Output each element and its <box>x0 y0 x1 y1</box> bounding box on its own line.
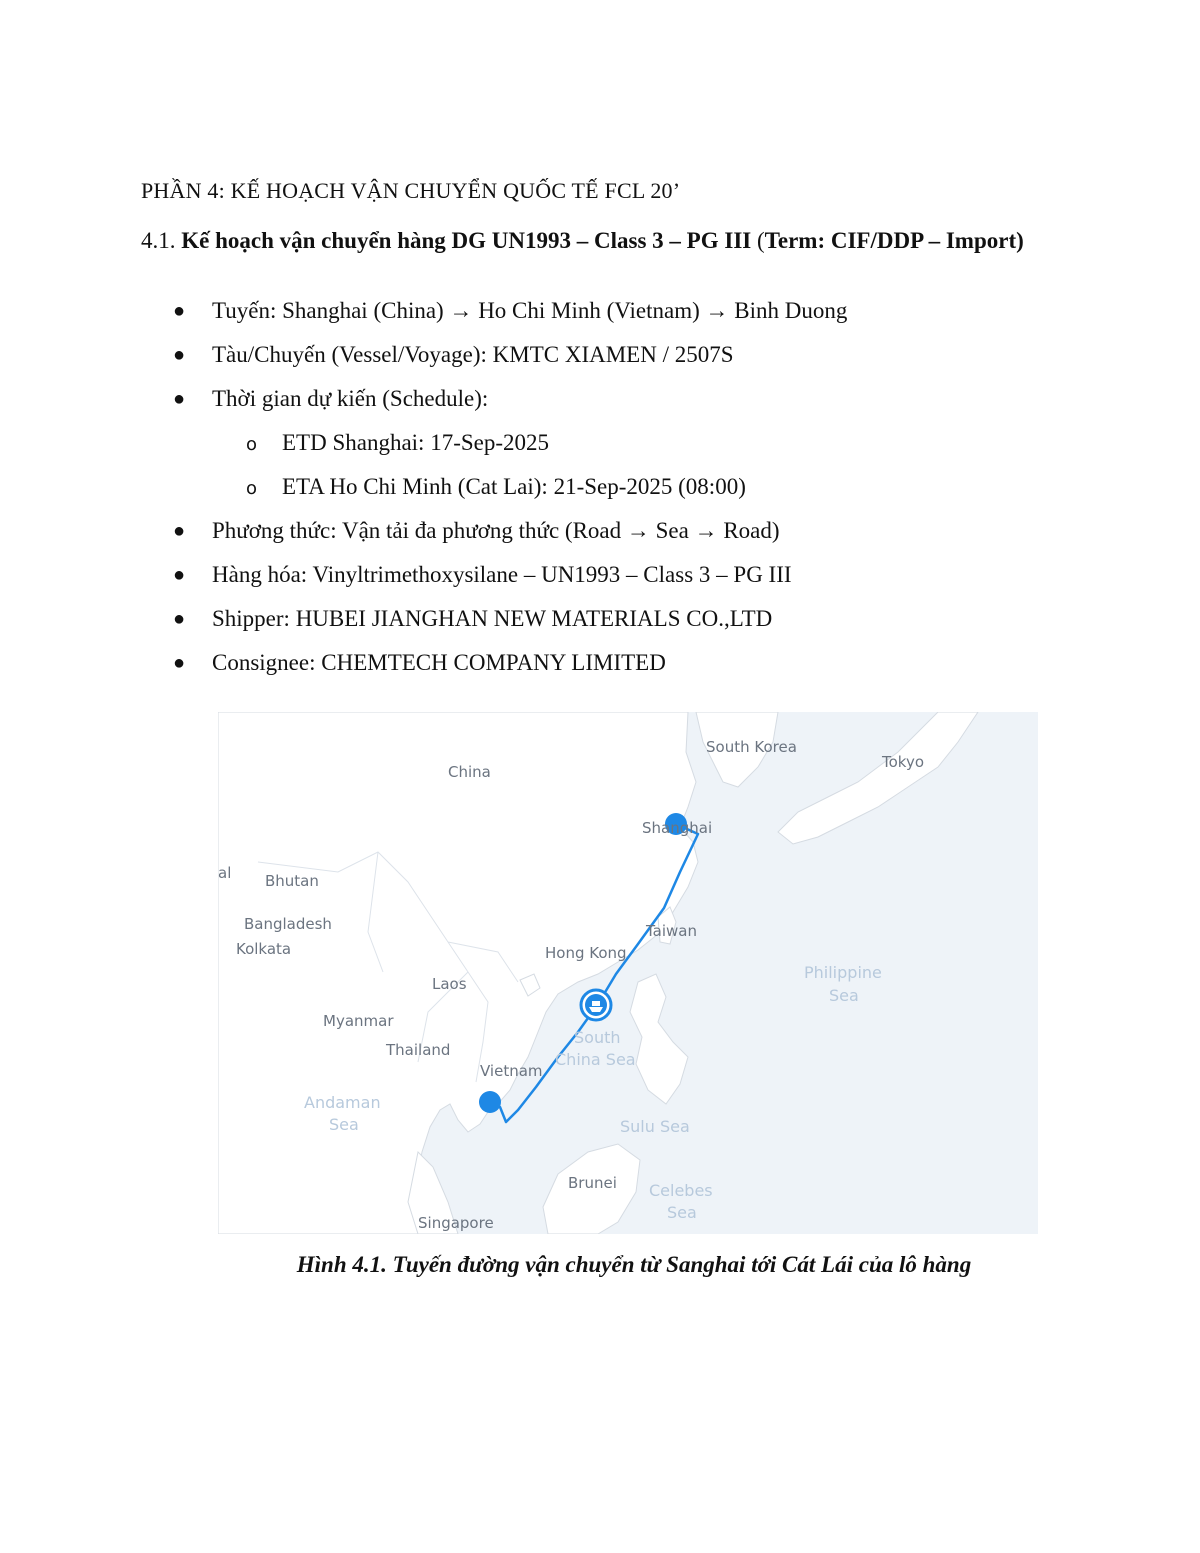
section-heading-bold: Kế hoạch vận chuyển hàng DG UN1993 – Class 3 – PG III <box>181 228 752 253</box>
list-item-shipper: ● Shipper: HUBEI JIANGHAN NEW MATERIALS CO.,LTD <box>0 604 1200 648</box>
bullet-icon: ● <box>173 652 186 674</box>
label-sulu-sea: Sulu Sea <box>620 1117 690 1136</box>
plan-list <box>0 296 1200 692</box>
destination-marker-catlai[interactable] <box>479 1091 501 1113</box>
label-south-china-sea-1: South <box>574 1028 621 1047</box>
bullet-icon: ● <box>173 344 186 366</box>
sublist-item-etd: o ETD Shanghai: 17-Sep-2025 <box>0 428 1200 472</box>
part-title: PHẦN 4: KẾ HOẠCH VẬN CHUYỂN QUỐC TẾ FCL 20’ <box>141 178 681 203</box>
sublist-item-eta: o ETA Ho Chi Minh (Cat Lai): 21-Sep-2025 (08:00) <box>0 472 1200 516</box>
label-myanmar: Myanmar <box>323 1012 394 1030</box>
label-philippine-sea-2: Sea <box>829 986 859 1005</box>
label-philippine-sea-1: Philippine <box>804 963 882 982</box>
label-andaman-sea-2: Sea <box>329 1115 359 1134</box>
figure-caption: Hình 4.1. Tuyến đường vận chuyển từ Sanghai tới Cát Lái của lô hàng <box>296 1252 972 1277</box>
bullet-icon: ● <box>173 388 186 410</box>
label-kolkata: Kolkata <box>236 940 292 958</box>
label-shanghai: Shanghai <box>642 819 713 837</box>
circle-bullet-icon: o <box>246 478 258 499</box>
label-taiwan: Taiwan <box>646 922 698 940</box>
label-nepal-partial: al <box>218 864 232 882</box>
label-laos: Laos <box>432 975 467 993</box>
label-south-korea: South Korea <box>706 738 797 756</box>
label-celebes-sea-1: Celebes <box>649 1181 713 1200</box>
section-heading-paren: ( <box>751 228 765 253</box>
section-heading-term: Term: CIF/DDP – Import) <box>764 228 1024 253</box>
circle-bullet-icon: o <box>246 434 258 455</box>
list-item-vessel: ● Tàu/Chuyến (Vessel/Voyage): KMTC XIAMEN / 2507S <box>0 340 1200 384</box>
vessel-marker[interactable] <box>581 990 611 1020</box>
list-item-mode: ● Phương thức: Vận tải đa phương thức (Road → Sea → Road) <box>0 516 1200 560</box>
label-bangladesh: Bangladesh <box>244 915 332 933</box>
schedule-sublist <box>212 428 1200 516</box>
list-item-route: ● Tuyến: Shanghai (China) → Ho Chi Minh (Vietnam) → Binh Duong <box>0 296 1200 340</box>
list-item-consignee: ● Consignee: CHEMTECH COMPANY LIMITED <box>0 648 1200 692</box>
bullet-icon: ● <box>173 300 186 322</box>
label-singapore: Singapore <box>418 1214 494 1232</box>
label-celebes-sea-2: Sea <box>667 1203 697 1222</box>
bullet-icon: ● <box>173 520 186 542</box>
label-vietnam: Vietnam <box>480 1062 543 1080</box>
list-item-cargo: ● Hàng hóa: Vinyltrimethoxysilane – UN1993 – Class 3 – PG III <box>0 560 1200 604</box>
label-brunei: Brunei <box>568 1174 617 1192</box>
label-thailand: Thailand <box>386 1041 451 1059</box>
route-map <box>218 712 1038 1234</box>
section-heading <box>141 224 1051 257</box>
label-china: China <box>448 763 491 781</box>
bullet-icon: ● <box>173 608 186 630</box>
label-hong-kong: Hong Kong <box>545 944 627 962</box>
list-item-schedule: ● Thời gian dự kiến (Schedule): o ETD Shanghai: 17-Sep-2025 o ETA Ho Chi Minh (Cat Lai): 21-Sep-2025 (08:00) <box>0 384 1200 516</box>
label-tokyo: Tokyo <box>882 753 924 771</box>
label-south-china-sea-2: China Sea <box>555 1050 636 1069</box>
label-andaman-sea-1: Andaman <box>304 1093 381 1112</box>
section-number: 4.1. <box>141 228 182 253</box>
route-map-svg <box>218 712 1038 1234</box>
bullet-icon: ● <box>173 564 186 586</box>
label-bhutan: Bhutan <box>265 872 319 890</box>
